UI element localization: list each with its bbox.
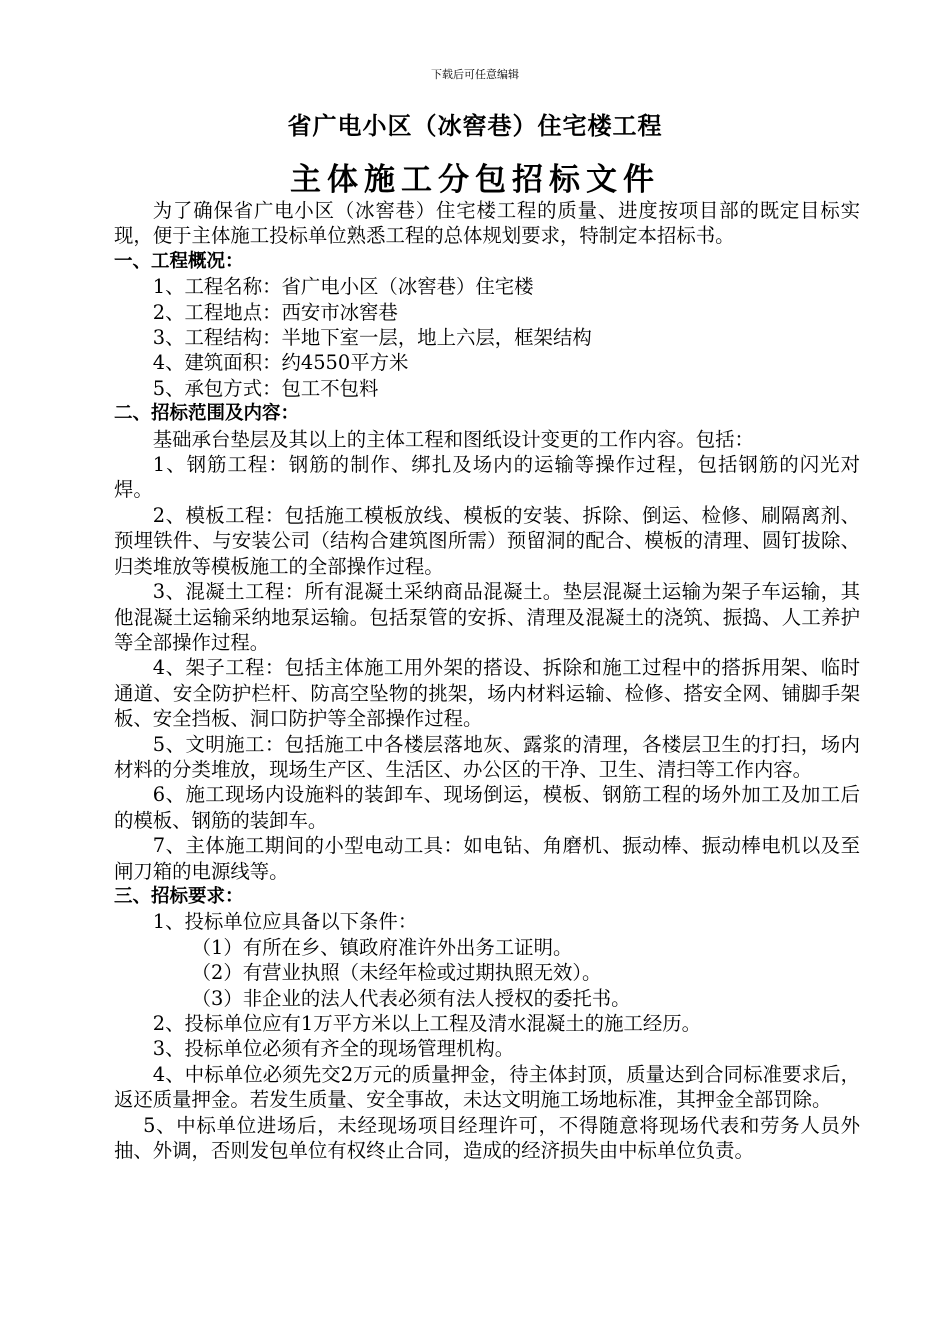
section-1-item: 5、承包方式：包工不包料 xyxy=(152,376,379,400)
section-2-item: 1、钢筋工程：钢筋的制作、绑扎及场内的运输等操作过程，包括钢筋的闪光对焊。 xyxy=(114,453,860,502)
section-2-heading: 二、招标范围及内容： xyxy=(114,403,300,425)
section-3-item: 5、中标单位进场后，未经现场项目经理许可，不得随意将现场代表和劳务人员外抽、外调，否则发包单位有权终止合同，造成的经济损失由中标单位负责。 xyxy=(114,1113,860,1163)
section-2-item: 4、架子工程：包括主体施工用外架的搭设、拆除和施工过程中的搭拆用架、临时通道、安全防护栏杆、防高空坠物的挑架，场内材料运输、检修、搭安全网、铺脚手架板、安全挡板、洞口防护等全部操作过程。 xyxy=(114,656,860,731)
section-3-subitem: （2）有营业执照（未经年检或过期执照无效）。 xyxy=(191,961,602,985)
section-3-item: 1、投标单位应具备以下条件： xyxy=(152,910,418,934)
section-2-lead: 基础承台垫层及其以上的主体工程和图纸设计变更的工作内容。包括： xyxy=(152,427,754,451)
section-3-item: 3、投标单位必须有齐全的现场管理机构。 xyxy=(152,1037,515,1061)
section-1-item: 3、工程结构：半地下室一层，地上六层，框架结构 xyxy=(152,326,592,350)
section-3-subitem: （1）有所在乡、镇政府准许外出务工证明。 xyxy=(191,935,573,959)
section-1-heading: 一、工程概况： xyxy=(114,250,244,272)
document-subtitle: 主体施工分包招标文件 xyxy=(290,162,660,198)
section-2-item: 3、混凝土工程：所有混凝土采纳商品混凝土。垫层混凝土运输为架子车运输，其他混凝土运输采纳地泵运输。包括泵管的安拆、清理及混凝土的浇筑、振捣、人工养护等全部操作过程。 xyxy=(114,580,860,654)
section-3-subitem: （3）非企业的法人代表必须有法人授权的委托书。 xyxy=(191,986,631,1010)
section-3-item: 2、投标单位应有1万平方米以上工程及清水混凝土的施工经历。 xyxy=(152,1012,702,1035)
header-note: 下载后可任意编辑 xyxy=(431,68,519,81)
document-body xyxy=(114,198,860,1163)
section-1-item: 2、工程地点：西安市冰窖巷 xyxy=(152,300,398,324)
document-title: 省广电小区（冰窖巷）住宅楼工程 xyxy=(287,112,663,140)
section-1-item: 1、工程名称：省广电小区（冰窖巷）住宅楼 xyxy=(152,275,534,299)
intro-paragraph: 为了确保省广电小区（冰窖巷）住宅楼工程的质量、进度按项目部的既定目标实现，便于主体施工投标单位熟悉工程的总体规划要求，特制定本招标书。 xyxy=(114,199,860,248)
section-3-item: 4、中标单位必须先交2万元的质量押金，待主体封顶，质量达到合同标准要求后，返还质量押金。若发生质量、安全事故，未达文明施工场地标准，其押金全部罚除。 xyxy=(114,1062,860,1112)
section-2-item: 7、主体施工期间的小型电动工具：如电钻、角磨机、振动棒、振动棒电机以及至闸刀箱的电源线等。 xyxy=(114,834,860,883)
section-2-item: 2、模板工程：包括施工模板放线、模板的安装、拆除、倒运、检修、刷隔离剂、预埋铁件、与安装公司（结构合建筑图所需）预留洞的配合、模板的清理、圆钉拔除、归类堆放等模板施工的全部操作过程。 xyxy=(114,503,860,578)
section-2-item: 6、施工现场内设施料的装卸车、现场倒运，模板、钢筋工程的场外加工及加工后的模板、钢筋的装卸车。 xyxy=(114,783,860,832)
section-1-item: 4、建筑面积：约4550平方米 xyxy=(152,351,409,375)
section-2-item: 5、文明施工：包括施工中各楼层落地灰、露浆的清理，各楼层卫生的打扫，场内材料的分类堆放，现场生产区、生活区、办公区的干净、卫生、清扫等工作内容。 xyxy=(114,732,860,781)
section-3-heading: 三、招标要求： xyxy=(114,885,244,907)
